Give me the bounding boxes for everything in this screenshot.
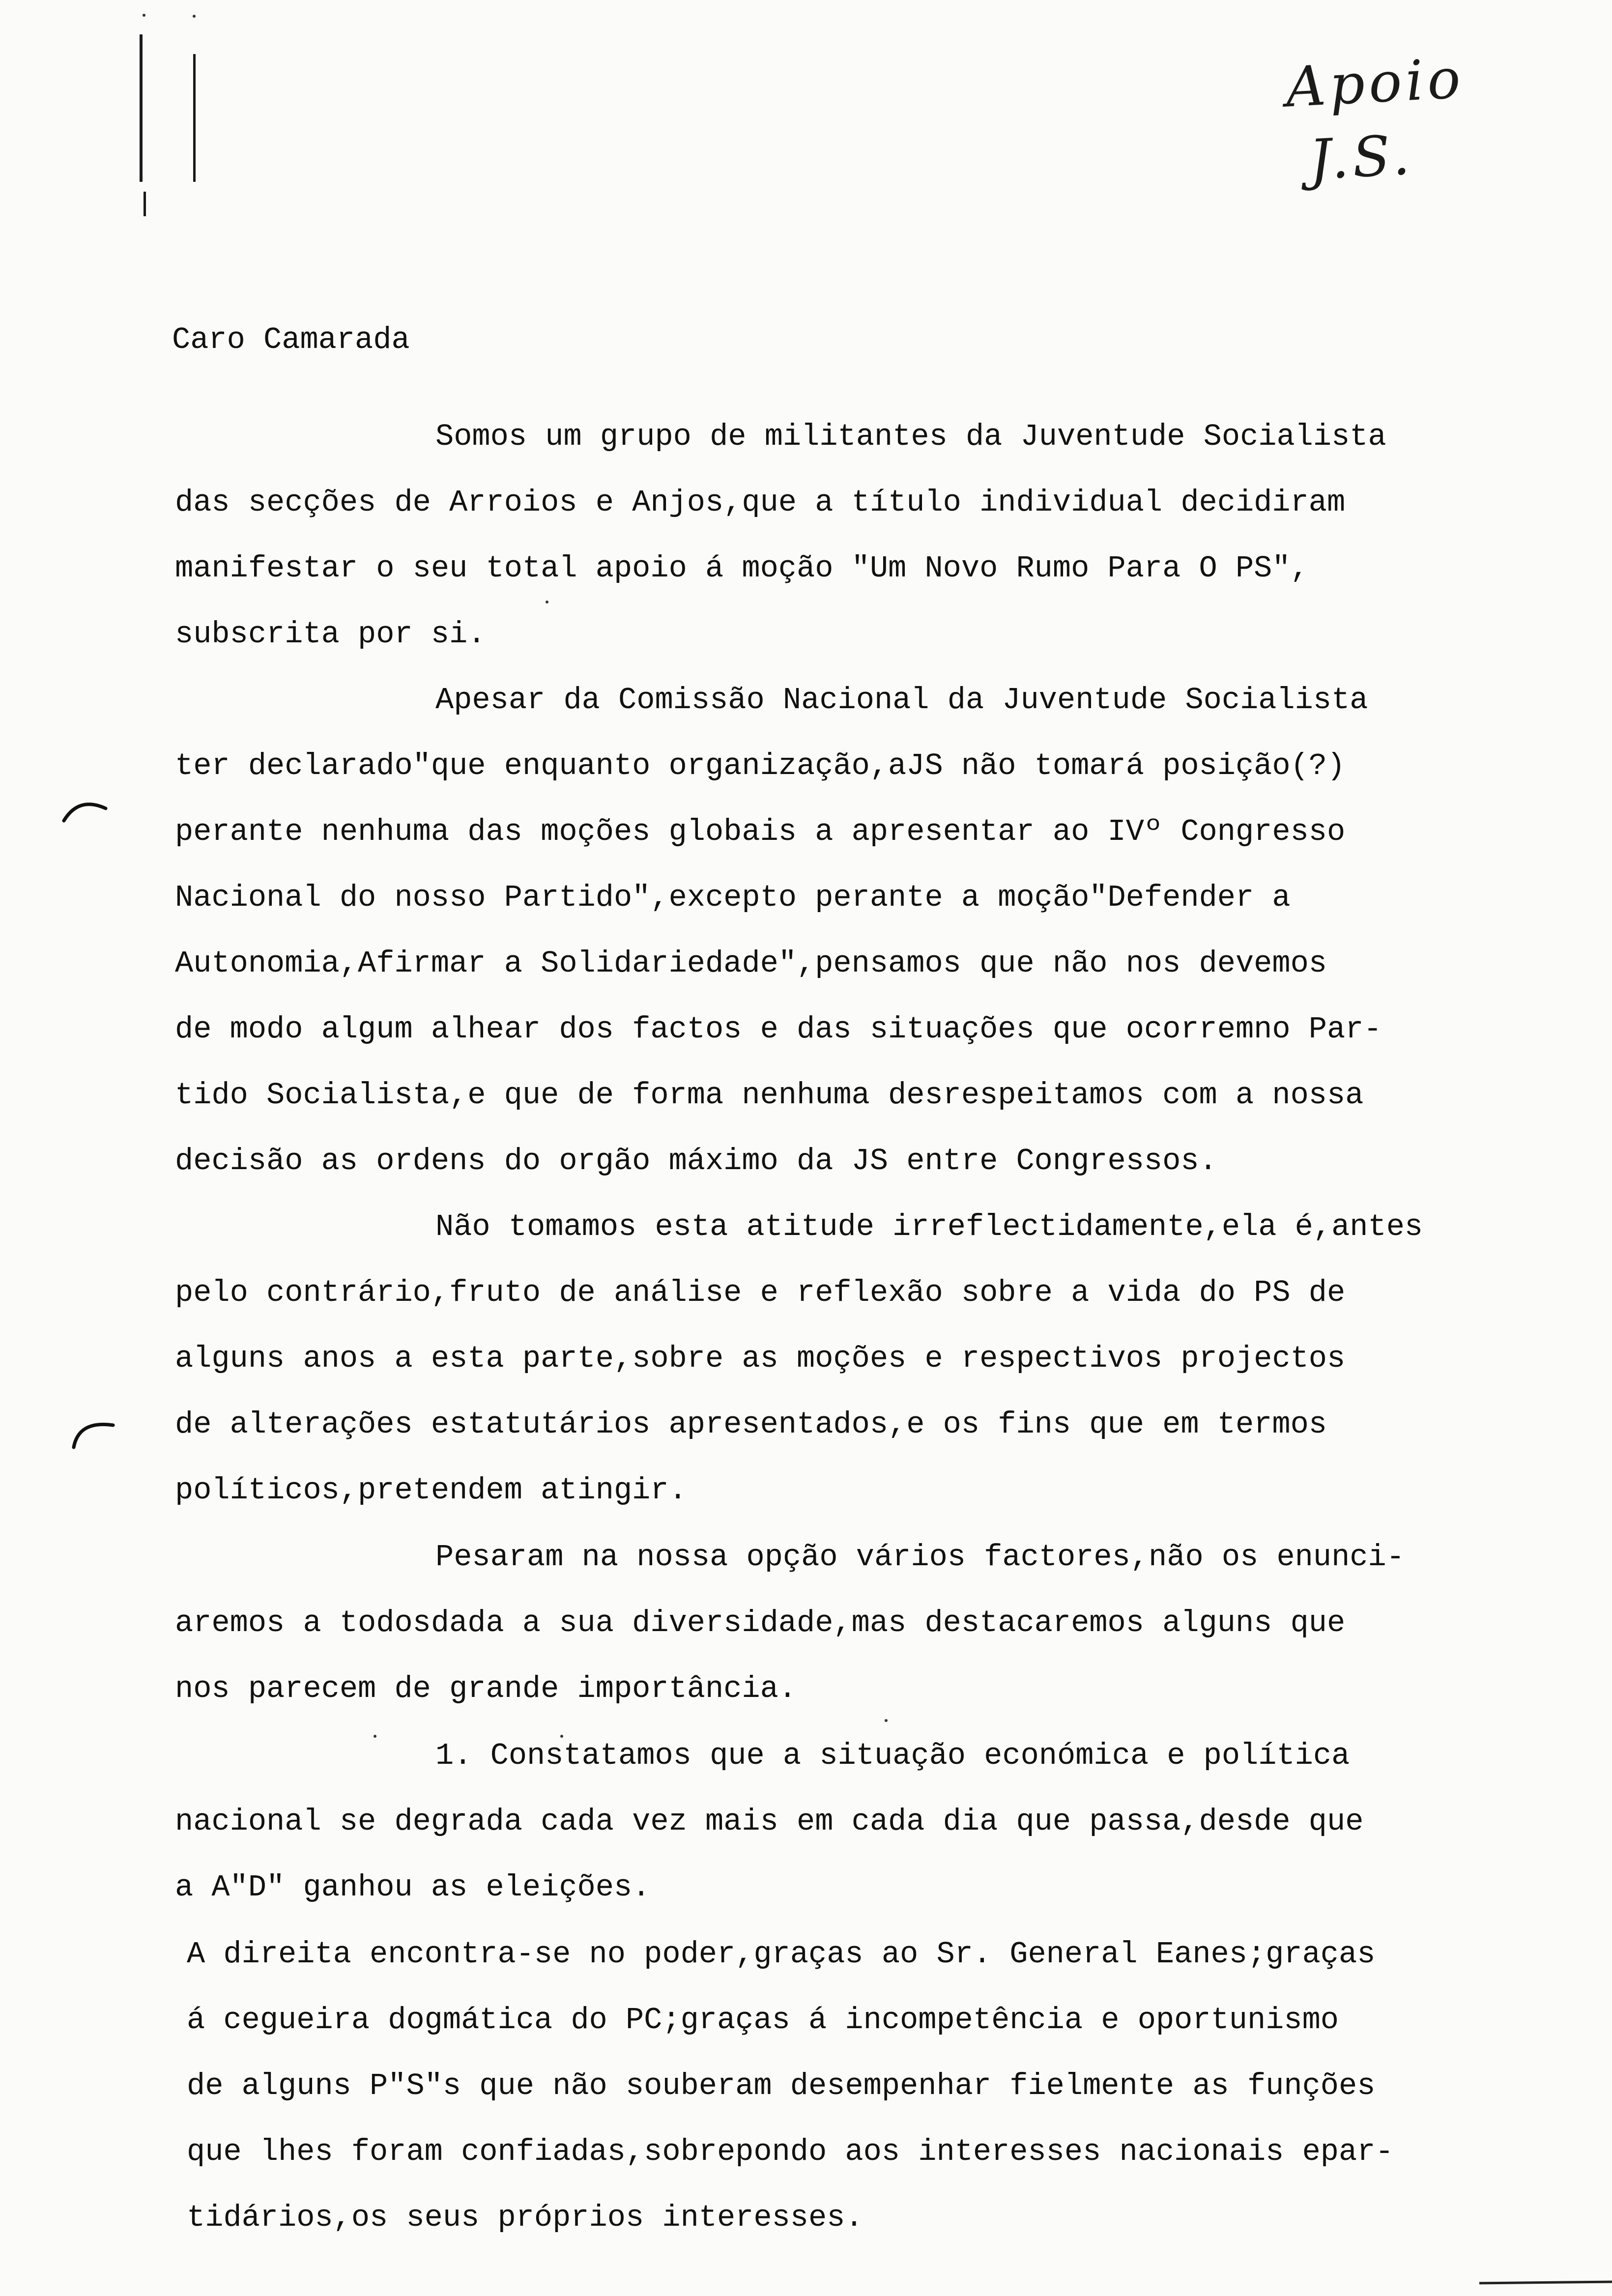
text-line: tido Socialista,e que de forma nenhuma desrespeitamos com a nossa — [175, 1078, 1364, 1113]
text-line: políticos,pretendem atingir. — [175, 1473, 687, 1508]
margin-bracket-mark — [59, 786, 113, 831]
text-line: nacional se degrada cada vez mais em cada dia que passa,desde que — [175, 1804, 1364, 1839]
text-line: ter declarado"que enquanto organização,aJS não tomará posição(?) — [175, 748, 1346, 783]
page-edge-line — [1479, 2281, 1612, 2285]
text-line: Autonomia,Afirmar a Solidariedade",pensamos que não nos devemos — [175, 946, 1327, 981]
text-line: pelo contrário,fruto de análise e reflexão sobre a vida do PS de — [175, 1275, 1346, 1310]
text-line: tidários,os seus próprios interesses. — [187, 2200, 864, 2235]
text-line: decisão as ordens do orgão máximo da JS entre Congressos. — [175, 1144, 1217, 1178]
text-line: subscrita por si. — [175, 617, 486, 652]
body-paragraph — [175, 1194, 1551, 1523]
handwritten-annotation-line: J.S. — [1307, 123, 1415, 193]
text-line: Não tomamos esta atitude irreflectidamente,ela é,antes — [435, 1209, 1423, 1244]
text-line: Somos um grupo de militantes da Juventude Socialista — [435, 419, 1386, 454]
text-line: de modo algum alhear dos factos e das situações que ocorremno Par- — [175, 1012, 1382, 1047]
text-line: Apesar da Comissão Nacional da Juventude Socialista — [435, 683, 1368, 718]
body-paragraph — [175, 404, 1551, 667]
text-line: a A"D" ganhou as eleições. — [175, 1870, 651, 1905]
text-line: á cegueira dogmática do PC;graças á incompetência e oportunismo — [187, 2003, 1339, 2038]
text-line: Pesaram na nossa opção vários factores,não os enunci- — [435, 1540, 1405, 1575]
handwritten-annotation-line: Apoio — [1284, 46, 1466, 120]
text-line: A direita encontra-se no poder,graças ao Sr. General Eanes;graças — [187, 1937, 1376, 1972]
margin-stroke — [140, 34, 143, 182]
body-paragraph — [175, 1524, 1551, 1722]
text-line: 1. Constatamos que a situação económica e política — [435, 1738, 1350, 1773]
margin-stroke — [193, 54, 196, 182]
text-line: Nacional do nosso Partido",excepto perante a moção"Defender a — [175, 880, 1291, 915]
body-paragraph — [175, 1723, 1551, 1921]
text-line: de alterações estatutários apresentados,e os fins que em termos — [175, 1407, 1327, 1442]
salutation: Caro Camarada — [172, 322, 410, 357]
margin-bracket-mark — [66, 1410, 120, 1455]
text-line: manifestar o seu total apoio á moção "Um Novo Rumo Para O PS", — [175, 551, 1309, 586]
body-paragraph — [175, 667, 1551, 1194]
ink-speck — [374, 1735, 376, 1738]
text-line: que lhes foram confiadas,sobrepondo aos interesses nacionais epar- — [187, 2134, 1394, 2169]
text-line: das secções de Arroios e Anjos,que a título individual decidiram — [175, 485, 1346, 520]
ink-speck — [885, 1719, 888, 1722]
body-paragraph — [187, 1922, 1563, 2251]
ink-speck — [546, 601, 548, 603]
margin-stroke — [144, 192, 146, 216]
text-line: perante nenhuma das moções globais a apresentar ao IVº Congresso — [175, 814, 1346, 849]
text-line: nos parecem de grande importância. — [175, 1671, 797, 1706]
handwritten-annotation — [1284, 38, 1547, 199]
ink-speck — [193, 15, 196, 18]
text-line: de alguns P"S"s que não souberam desempenhar fielmente as funções — [187, 2068, 1376, 2103]
ink-speck — [143, 14, 145, 17]
ink-speck — [560, 1735, 563, 1738]
text-line: alguns anos a esta parte,sobre as moções e respectivos projectos — [175, 1341, 1346, 1376]
text-line: aremos a todosdada a sua diversidade,mas destacaremos alguns que — [175, 1606, 1346, 1640]
